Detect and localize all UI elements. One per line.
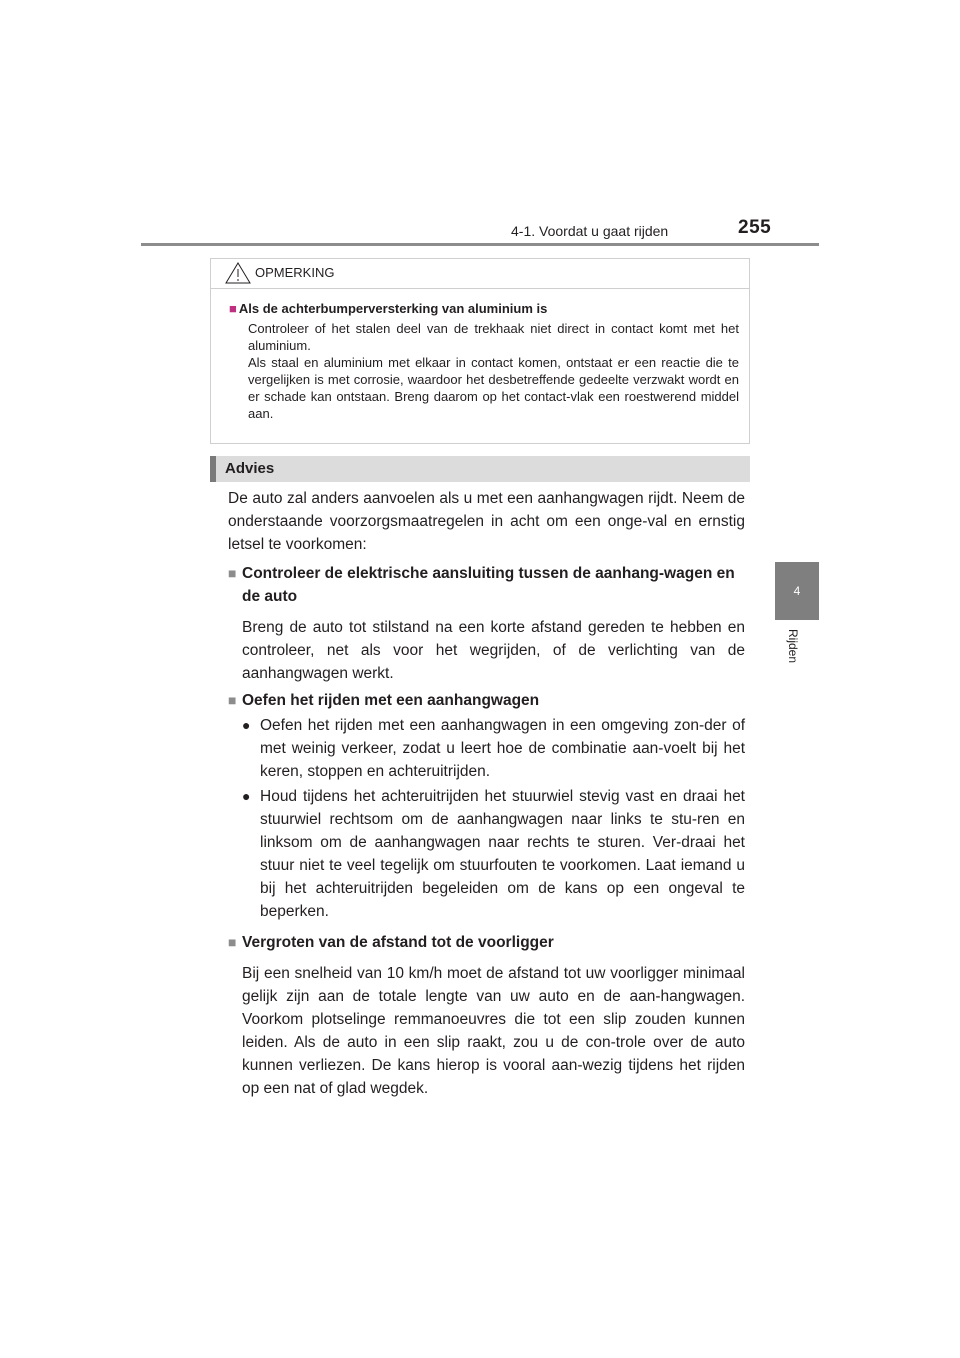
section-intro: De auto zal anders aanvoelen als u met een aanhangwagen rijdt. Neem de onderstaande voorzorgsmaatregelen in acht om een onge-val en ernstig letsel te voorkomen: <box>228 490 745 553</box>
chapter-side-tab <box>775 562 819 620</box>
square-bullet-icon: ■ <box>228 934 237 950</box>
square-bullet-icon: ■ <box>228 692 237 708</box>
section-title-bar <box>210 456 750 482</box>
item-heading-3 <box>228 931 745 954</box>
header-rule <box>141 243 819 246</box>
notice-paragraph-2: Als staal en aluminium met elkaar in contact komen, ontstaat er een reactie die te vergelijken is met corrosie, waardoor het desbetreffende gedeelte verzwakt wordt en er schade kan ontstaan. Breng daarom op het contact-vlak een roestwerend middel aan. <box>248 355 739 421</box>
bullet-item <box>242 785 745 923</box>
section-title-accent <box>210 456 216 482</box>
notice-header <box>211 259 749 289</box>
bullet-text: Oefen het rijden met een aanhangwagen in een omgeving zon-der of met weinig verkeer, zodat u leert hoe de combinatie aan-voelt bij het keren, stoppen en achteruitrijden. <box>260 717 745 780</box>
chapter-label: Rijden <box>786 629 800 664</box>
round-bullet-icon: ● <box>242 788 251 804</box>
square-bullet-icon: ■ <box>229 301 237 316</box>
header-section-title: 4-1. Voordat u gaat rijden <box>511 223 669 239</box>
page-number: 255 <box>738 217 772 238</box>
warning-triangle-icon <box>225 262 251 284</box>
round-bullet-icon: ● <box>242 717 251 733</box>
item-heading-text: Oefen het rijden met een aanhangwagen <box>242 692 540 709</box>
notice-title-text: Als de achterbumperversterking van aluminium is <box>238 301 548 316</box>
notice-label: OPMERKING <box>255 265 335 280</box>
chapter-number: 4 <box>793 584 801 598</box>
section-content <box>228 487 745 1104</box>
bullet-item <box>242 714 745 783</box>
section-title: Advies <box>225 460 275 477</box>
square-bullet-icon: ■ <box>228 565 237 581</box>
item-heading-1 <box>228 562 745 608</box>
notice-box <box>210 258 750 444</box>
item-text-1: Breng de auto tot stilstand na een korte afstand gereden te hebben en controleer, net als voor het wegrijden, of de verlichting van de aanhangwagen werkt. <box>242 619 745 682</box>
notice-body <box>211 289 749 422</box>
notice-paragraph-1: Controleer of het stalen deel van de trekhaak niet direct in contact komt met het aluminium. <box>248 321 739 353</box>
bullet-text: Houd tijdens het achteruitrijden het stuurwiel stevig vast en draai het stuurwiel rechtsom om de aanhangwagen naar links te stu-ren en linksom om de aanhangwagen naar rechts te sturen. Ver-draai het stuur niet te veel tegelijk om stuurfouten te voorkomen. Laat iemand u bij het achteruitrijden begeleiden om de kans op een ongeval te beperken. <box>260 788 745 920</box>
item-text-3: Bij een snelheid van 10 km/h moet de afstand tot uw voorligger minimaal gelijk zijn aan de totale lengte van uw auto en de aan-hangwagen. Voorkom plotselinge remmanoeuvres die tot een slip zouden kunnen leiden. Als de auto in een slip raakt, zou u de con-trole over de auto kunnen verliezen. De kans hierop is vooral aan-wezig tijdens het rijden op een nat of glad wegdek. <box>242 965 745 1097</box>
item-heading-2 <box>228 689 745 712</box>
item-heading-text: Controleer de elektrische aansluiting tussen de aanhang-wagen en de auto <box>242 565 735 605</box>
item-heading-text: Vergroten van de afstand tot de voorligger <box>242 934 554 951</box>
notice-title <box>229 301 739 316</box>
